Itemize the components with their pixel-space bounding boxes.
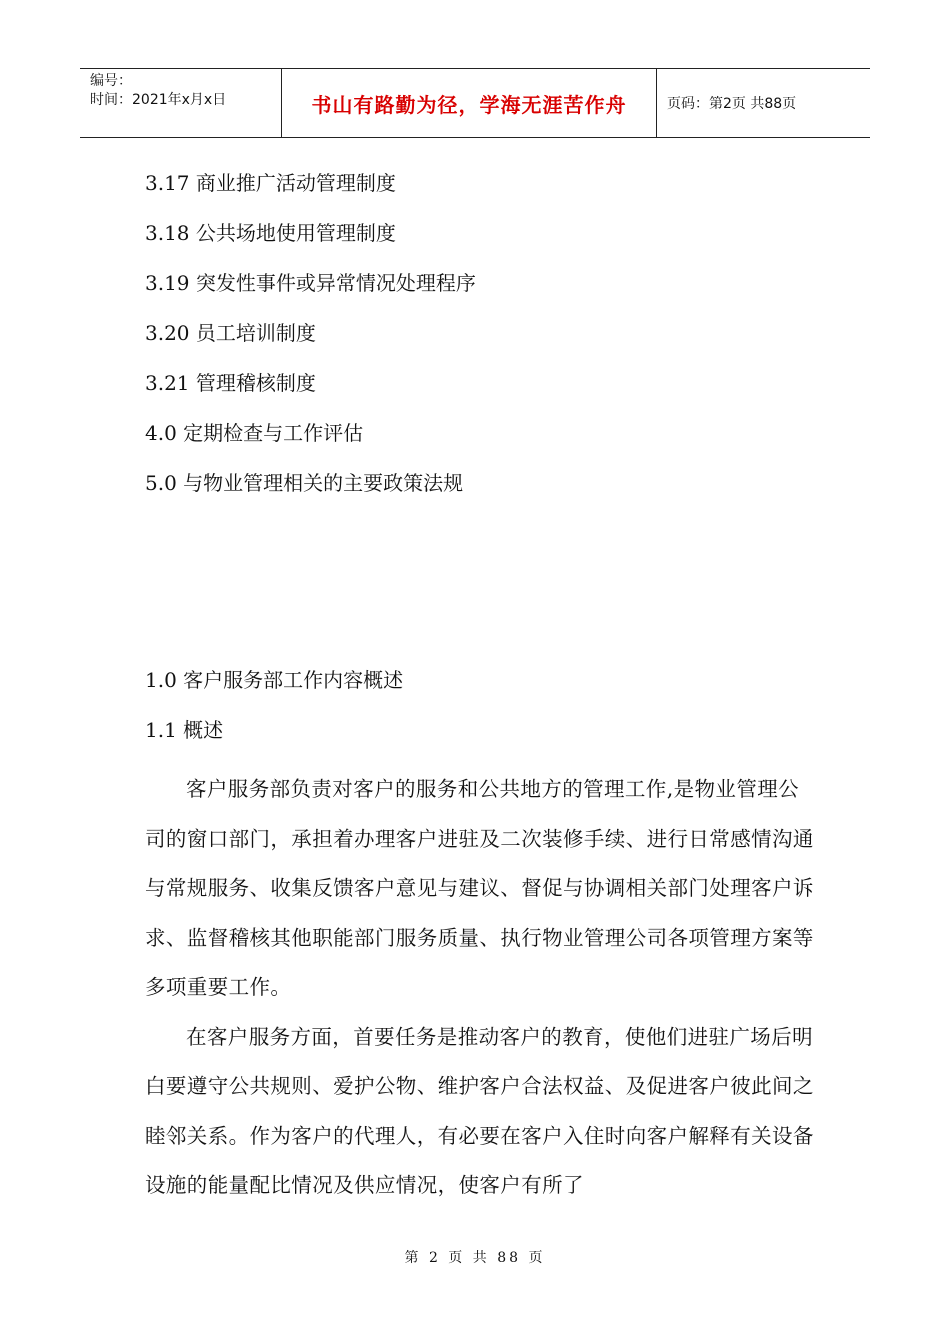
section-heading: 1.0 客户服务部工作内容概述 <box>145 668 404 692</box>
toc-item: 3.20 员工培训制度 <box>145 321 316 345</box>
serial-label: 编号： <box>90 73 132 89</box>
page-header <box>80 68 870 138</box>
toc-list <box>145 168 476 518</box>
toc-item: 4.0 定期检查与工作评估 <box>145 421 364 445</box>
page-footer: 第 2 页 共 88 页 <box>404 1250 546 1266</box>
section-body <box>145 665 815 1211</box>
header-page-info <box>657 69 870 137</box>
page-info: 页码：第2页 共88页 <box>667 96 797 112</box>
toc-item: 3.19 突发性事件或异常情况处理程序 <box>145 271 476 295</box>
motto: 书山有路勤为径，学海无涯苦作舟 <box>311 92 627 117</box>
paragraph: 客户服务部负责对客户的服务和公共地方的管理工作,是物业管理公司的窗口部门，承担着办理客户进驻及二次装修手续、进行日常感情沟通与常规服务、收集反馈客户意见与建议、督促与协调相关部门处理客户诉求、监督稽核其他职能部门服务质量、执行物业管理公司各项管理方案等多项重要工作。 <box>145 777 814 999</box>
paragraph: 在客户服务方面，首要任务是推动客户的教育，使他们进驻广场后明白要遵守公共规则、爱护公物、维护客户合法权益、及促进客户彼此间之睦邻关系。作为客户的代理人，有必要在客户入住时向客户解释有关设备设施的能量配比情况及供应情况，使客户有所了 <box>145 1024 814 1197</box>
toc-item: 3.18 公共场地使用管理制度 <box>145 221 396 245</box>
header-motto-cell <box>281 69 657 137</box>
section-subheading: 1.1 概述 <box>145 718 224 742</box>
toc-item: 5.0 与物业管理相关的主要政策法规 <box>145 471 464 495</box>
toc-item: 3.21 管理稽核制度 <box>145 371 316 395</box>
header-meta <box>80 69 281 137</box>
toc-item: 3.17 商业推广活动管理制度 <box>145 171 396 195</box>
time-label: 时间：2021年x月x日 <box>90 92 227 108</box>
